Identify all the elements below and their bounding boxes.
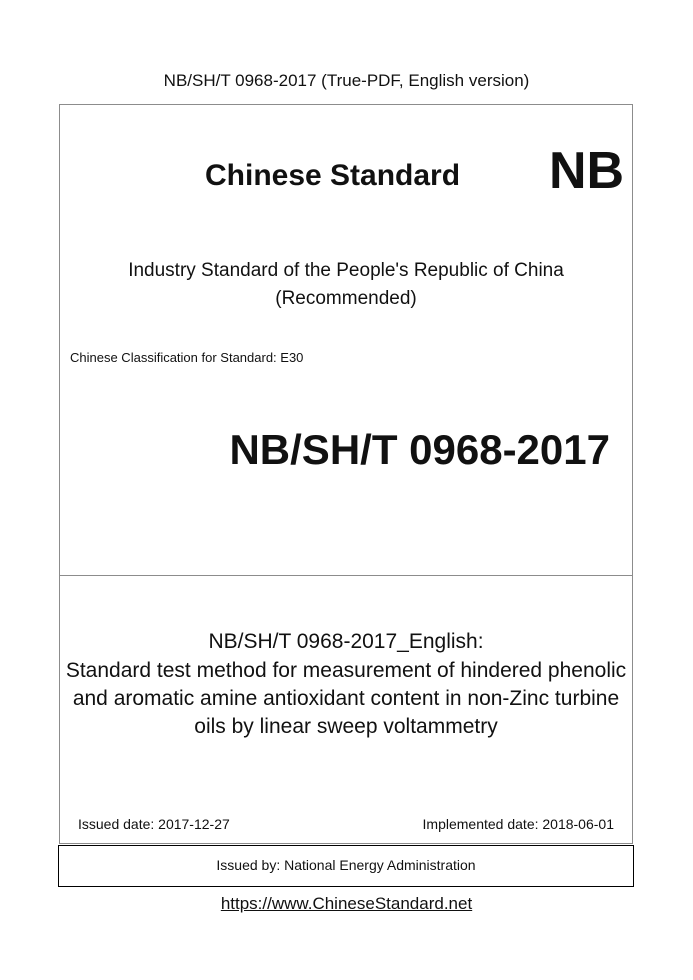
document-title bbox=[60, 657, 632, 741]
issued-date: Issued date: 2017-12-27 bbox=[78, 816, 230, 832]
cover-frame bbox=[59, 104, 633, 844]
document-title-line-1: Standard test method for measurement of hindered phenolic bbox=[65, 659, 627, 682]
page-header-title: NB/SH/T 0968-2017 (True-PDF, English version) bbox=[163, 71, 530, 90]
standard-abbreviation: NB bbox=[549, 142, 625, 200]
document-title-line-2: and aromatic amine antioxidant content in non-Zinc turbine bbox=[72, 687, 620, 710]
implemented-date: Implemented date: 2018-06-01 bbox=[422, 816, 614, 832]
footer bbox=[0, 893, 693, 915]
issuer-box: Issued by: National Energy Administration bbox=[58, 845, 634, 887]
standard-name: Chinese Standard bbox=[205, 159, 461, 192]
industry-standard-heading bbox=[60, 257, 632, 313]
document-code: NB/SH/T 0968-2017_English: bbox=[208, 630, 484, 653]
document-title-line-3: oils by linear sweep voltammetry bbox=[194, 715, 498, 738]
standard-number: NB/SH/T 0968-2017 bbox=[229, 426, 610, 473]
industry-line-2: (Recommended) bbox=[275, 288, 417, 309]
cover-upper-section bbox=[60, 105, 632, 576]
industry-line-1: Industry Standard of the People's Republic of China bbox=[128, 260, 564, 281]
cover-lower-section bbox=[60, 576, 632, 843]
classification-label: Chinese Classification for Standard: E30 bbox=[70, 350, 304, 365]
website-link[interactable]: https://www.ChineseStandard.net bbox=[220, 894, 473, 913]
